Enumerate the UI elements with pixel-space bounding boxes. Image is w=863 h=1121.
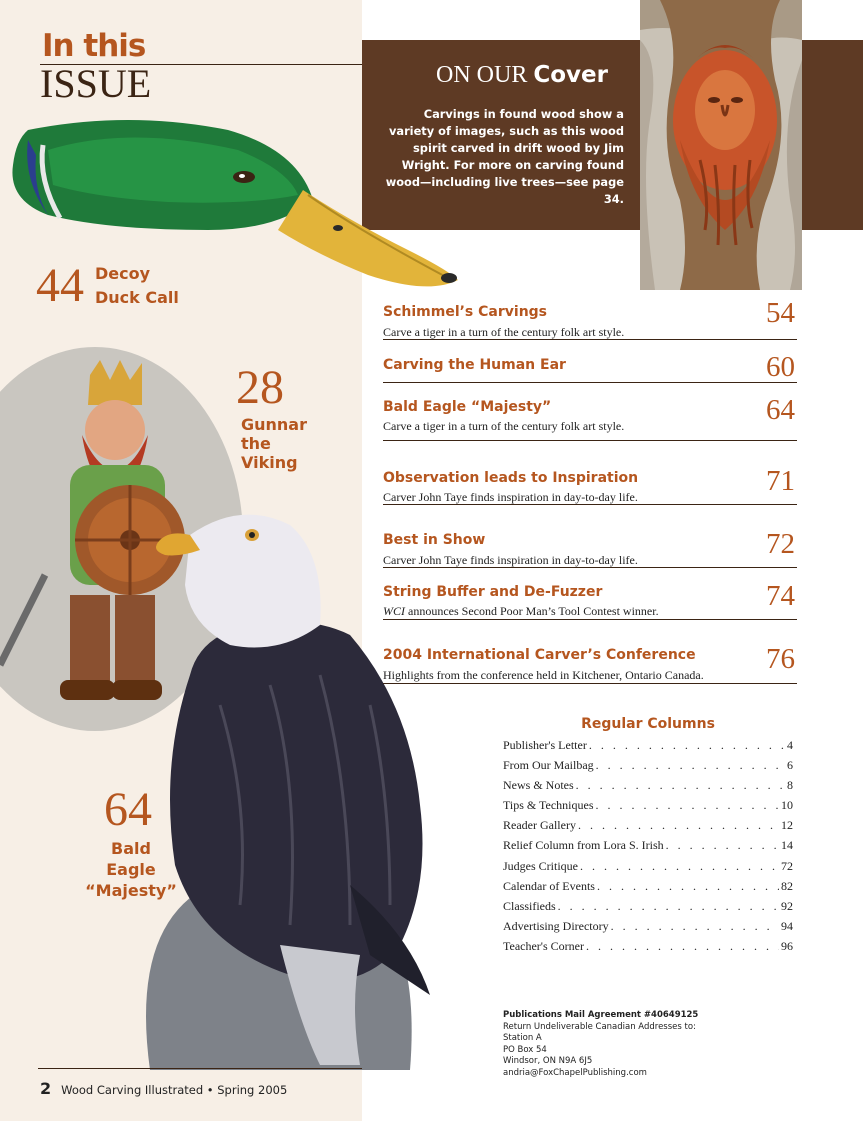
- cover-heading-bold: Cover: [533, 62, 608, 88]
- mail-agreement-block: [503, 1010, 763, 1079]
- leader-dots: [666, 838, 779, 853]
- toc-title: Bald Eagle “Majesty”: [383, 399, 552, 415]
- feature-label-line: “Majesty”: [85, 881, 177, 900]
- regular-column-item[interactable]: [503, 859, 793, 879]
- toc-title: Carving the Human Ear: [383, 357, 566, 373]
- cover-heading-prefix: ON OUR: [436, 62, 528, 88]
- page-number: 2: [40, 1079, 52, 1098]
- leader-dots: [580, 859, 779, 874]
- column-name: Publisher's Letter: [503, 738, 587, 752]
- column-name: Advertising Directory: [503, 918, 609, 933]
- leader-dots: [597, 879, 779, 894]
- mail-line: Station A: [503, 1033, 542, 1043]
- issue-title-top: In this: [42, 28, 146, 64]
- column-name: Tips & Techniques: [503, 798, 594, 813]
- cover-description: Carvings in found wood show a variety of images, such as this wood spirit carved in drift wood by Jim Wright. For more on carving found wood—including live trees—see page 34.: [385, 107, 624, 206]
- feature-label-line: Decoy: [95, 264, 151, 283]
- toc-description: Carve a tiger in a turn of the century folk art style.: [383, 325, 625, 339]
- footer-rule: [38, 1068, 362, 1069]
- column-page: 12: [781, 818, 793, 833]
- toc-entry[interactable]: [383, 528, 797, 568]
- publication-info: Wood Carving Illustrated • Spring 2005: [61, 1083, 288, 1097]
- mail-line: PO Box 54: [503, 1044, 547, 1055]
- column-name: Relief Column from Lora S. Irish: [503, 838, 664, 853]
- toc-description: [383, 604, 659, 619]
- issue-title-bottom: ISSUE: [40, 61, 152, 106]
- toc-description-rest: announces Second Poor Man’s Tool Contest winner.: [405, 604, 659, 618]
- mail-line: Windsor, ON N9A 6J5: [503, 1056, 593, 1066]
- feature-label-line: Bald: [111, 839, 151, 858]
- toc-description: Carver John Taye finds inspiration in day-to-day life.: [383, 490, 638, 504]
- feature-label-line: Viking: [241, 453, 298, 472]
- column-name: Classifieds: [503, 898, 556, 913]
- toc-entry[interactable]: [383, 297, 797, 340]
- column-page: 4: [787, 738, 793, 752]
- regular-column-item[interactable]: [503, 818, 793, 838]
- toc-title: 2004 International Carver’s Conference: [383, 647, 696, 663]
- toc-title: Best in Show: [383, 532, 486, 548]
- mail-line: Return Undeliverable Canadian Addresses to:: [503, 1021, 696, 1032]
- toc-page-number: 74: [766, 580, 795, 612]
- toc-page-number: 72: [766, 528, 795, 560]
- regular-column-item[interactable]: [503, 738, 793, 758]
- column-page: 72: [781, 858, 793, 873]
- feature-number-decoy: 44: [36, 259, 84, 312]
- regular-column-item[interactable]: [503, 879, 793, 899]
- leader-dots: [586, 939, 779, 954]
- regular-column-item[interactable]: [503, 798, 793, 818]
- feature-label-eagle: [72, 838, 190, 901]
- cover-wood-spirit-image[interactable]: [640, 0, 802, 290]
- toc-entry[interactable]: [383, 466, 797, 505]
- feature-label-line: the: [241, 434, 271, 453]
- feature-number-viking: 28: [236, 361, 284, 414]
- feature-label-viking: [241, 415, 307, 472]
- toc-entry[interactable]: [383, 643, 797, 684]
- toc-page-number: 60: [766, 351, 795, 383]
- column-name: Calendar of Events: [503, 878, 595, 893]
- toc-description-italic: WCI: [383, 604, 405, 618]
- regular-column-item[interactable]: [503, 838, 793, 858]
- toc-title: String Buffer and De-Fuzzer: [383, 584, 603, 600]
- column-page: 10: [781, 798, 793, 813]
- feature-label-line: Gunnar: [241, 415, 307, 434]
- regular-column-item[interactable]: [503, 919, 793, 939]
- toc-description: Carve a tiger in a turn of the century folk art style.: [383, 419, 625, 433]
- toc-entry[interactable]: [383, 580, 797, 620]
- toc-title: Observation leads to Inspiration: [383, 470, 639, 486]
- leader-dots: [578, 818, 779, 833]
- leader-dots: [596, 758, 785, 773]
- toc-title: Schimmel’s Carvings: [383, 304, 548, 320]
- column-page: 92: [781, 898, 793, 913]
- leader-dots: [596, 798, 779, 813]
- column-name: News & Notes: [503, 778, 574, 793]
- leader-dots: [611, 919, 779, 934]
- mail-email-link[interactable]: andria@FoxChapelPublishing.com: [503, 1067, 647, 1078]
- regular-column-item[interactable]: [503, 899, 793, 919]
- toc-entry[interactable]: [383, 394, 797, 441]
- leader-dots: [576, 778, 785, 793]
- column-name: Judges Critique: [503, 858, 578, 873]
- mail-agreement-heading: Publications Mail Agreement #40649125: [503, 1010, 699, 1020]
- feature-label-line: Eagle: [106, 860, 156, 879]
- feature-label-line: Duck Call: [95, 288, 179, 307]
- feature-number-eagle: 64: [104, 783, 152, 836]
- column-name: Reader Gallery: [503, 818, 576, 833]
- cover-heading: [436, 62, 608, 89]
- toc-page-number: 64: [766, 394, 795, 426]
- page-footer: [40, 1079, 287, 1098]
- column-name: From Our Mailbag: [503, 758, 594, 773]
- column-page: 8: [787, 778, 793, 793]
- column-name: Teacher's Corner: [503, 938, 584, 953]
- regular-columns-list: [503, 738, 793, 959]
- leader-dots: [558, 899, 779, 914]
- toc-description: Highlights from the conference held in Kitchener, Ontario Canada.: [383, 668, 704, 682]
- toc-page-number: 71: [766, 465, 795, 497]
- toc-page-number: 54: [766, 297, 795, 329]
- column-page: 14: [781, 838, 793, 853]
- column-page: 82: [781, 878, 793, 893]
- toc-entry[interactable]: [383, 352, 797, 383]
- column-page: 94: [781, 918, 793, 933]
- regular-column-item[interactable]: [503, 939, 793, 959]
- toc-description: Carver John Taye finds inspiration in day-to-day life.: [383, 553, 638, 567]
- leader-dots: [589, 738, 785, 753]
- column-page: 6: [787, 758, 793, 773]
- feature-label-decoy: [95, 262, 179, 310]
- regular-column-item[interactable]: [503, 758, 793, 778]
- toc-page-number: 76: [766, 643, 795, 675]
- column-page: 96: [781, 938, 793, 953]
- regular-column-item[interactable]: [503, 778, 793, 798]
- regular-columns-heading: Regular Columns: [581, 716, 715, 732]
